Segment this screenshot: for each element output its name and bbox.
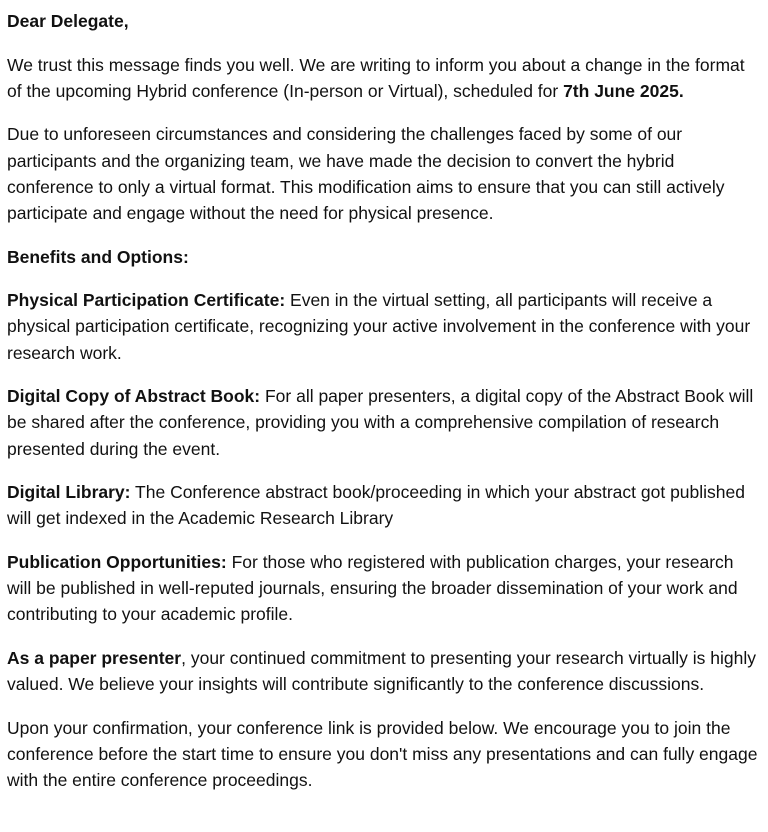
benefit-text: The Conference abstract book/proceeding in which your abstract got published will get indexed in the Academic Research Library [7, 482, 745, 529]
benefit-abstract-book [7, 383, 761, 462]
change-notice-paragraph: Due to unforeseen circumstances and considering the challenges faced by some of our participants and the organizing team, we have made the decision to convert the hybrid conference to only a virtual format. This modification aims to ensure that you can still actively participate and engage without the need for physical presence. [7, 124, 725, 223]
benefit-title: Digital Library: [7, 482, 131, 503]
benefit-text: For all paper presenters, a digital copy of the Abstract Book will be shared after the conference, providing you with a comprehensive compilation of research presented during the event. [7, 386, 754, 459]
intro-text: We trust this message finds you well. We are writing to inform you about a change in the format of the upcoming Hybrid conference (In-person or Virtual), scheduled for [7, 54, 745, 101]
presenter-paragraph [7, 645, 761, 697]
presenter-lead: As a paper presenter [7, 647, 182, 668]
conference-date: 7th June 2025. [563, 80, 684, 101]
benefit-title: Digital Copy of Abstract Book: [7, 386, 261, 407]
benefits-heading: Benefits and Options: [7, 246, 189, 267]
benefit-text: For those who registered with publication charges, your research will be published in well-reputed journals, ensuring the broader dissemination of your work and contributing to your academic profile. [7, 551, 738, 625]
benefit-title: Publication Opportunities: [7, 551, 227, 572]
benefit-text: Even in the virtual setting, all participants will receive a physical participation certificate, recognizing your active involvement in the conference with your research work. [7, 290, 751, 363]
presenter-text: , your continued commitment to presenting your research virtually is highly valued. We believe your insights will contribute significantly to the conference discussions. [7, 647, 756, 695]
benefit-publication [7, 549, 761, 628]
benefit-title: Physical Participation Certificate: [7, 290, 286, 311]
intro-paragraph [7, 52, 761, 104]
benefit-certificate [7, 287, 761, 366]
greeting: Dear Delegate, [7, 11, 129, 31]
closing-paragraph: Upon your confirmation, your conference link is provided below. We encourage you to join the conference before the start time to ensure you don't miss any presentations and can fully engage with the entire conference proceedings. [7, 717, 758, 791]
benefit-digital-library [7, 479, 761, 531]
